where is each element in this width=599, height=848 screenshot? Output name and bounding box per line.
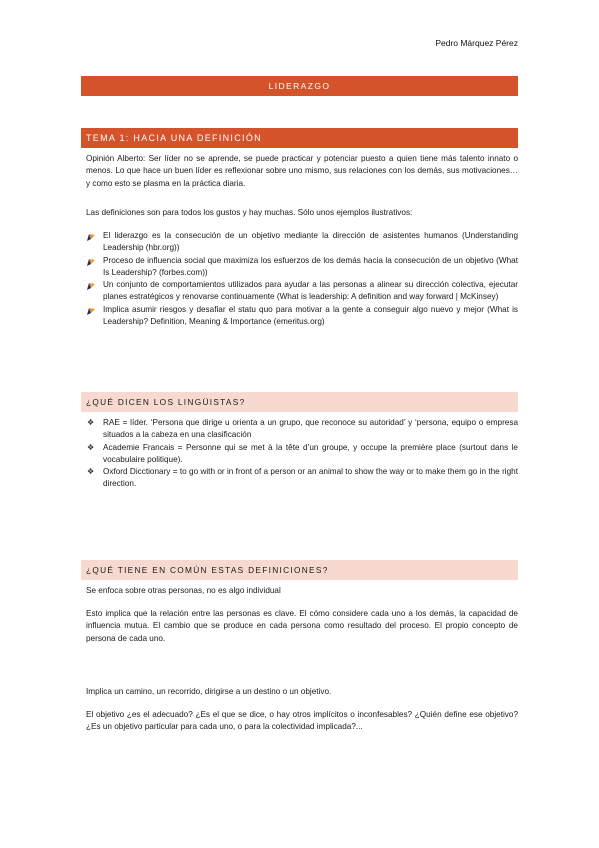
linguists-list [86, 417, 518, 491]
author-name: Pedro Márquez Pérez [435, 38, 518, 48]
common-paragraph-3: Implica un camino, un recorrido, dirigirse a un destino o un objetivo. [86, 687, 332, 696]
common-paragraph-1: Se enfoca sobre otras personas, no es algo individual [86, 586, 281, 595]
section-heading-definition: TEMA 1: HACIA UNA DEFINICIÓN [81, 128, 518, 148]
list-item: Implica asumir riesgos y desafiar el statu quo para motivar a la gente a conseguir algo nuevo y mejor (What is Leadership? Definition, Meaning & Importance (emeritus.org) [86, 304, 518, 329]
intro-paragraph [86, 207, 518, 219]
document-title: LIDERAZGO [81, 76, 518, 96]
diamond-bullet-icon: ❖ [87, 467, 95, 477]
list-item: ❖ Academie Francais = Personne qui se met à la tête d’un groupe, y occupe la première place (surtout dans le vocabulaire politique). [87, 442, 518, 464]
pencil-bullet-icon [86, 257, 96, 267]
list-item: Un conjunto de comportamientos utilizados para ayudar a las personas a alinear su dirección colectiva, ejecutar planes estratégicos y renovarse continuamente (What is leadership: A definition and way forward | McKinsey) [86, 279, 518, 304]
pencil-bullet-icon [86, 306, 96, 316]
list-item: Proceso de influencia social que maximiza los esfuerzos de los demás hacia la consecución de un objetivo (What Is Leadership? (forbes.com)) [86, 255, 518, 280]
list-item: El liderazgo es la consecución de un objetivo mediante la dirección de asistentes humanos (Understanding Leadership (hbr.org)) [86, 230, 518, 255]
opinion-paragraph [86, 153, 518, 190]
definitions-list [86, 230, 518, 328]
section-heading-common: ¿QUÉ TIENE EN COMÚN ESTAS DEFINICIONES? [81, 560, 518, 580]
pencil-bullet-icon [86, 281, 96, 291]
diamond-bullet-icon: ❖ [87, 418, 95, 427]
opinion-text: Opinión Alberto: Ser líder no se aprende, se puede practicar y potenciar puesto a quien tiene más talento innato o menos. Lo que hace un buen líder es reflexionar sobre uno mismo, sus relaciones con los demás, sus motivaciones… y como esto se plasma en la práctica diaria. [86, 154, 518, 188]
pencil-bullet-icon [86, 232, 96, 242]
diamond-bullet-icon: ❖ [87, 442, 95, 452]
list-item: ❖ Oxford Dicctionary = to go with or in front of a person or an animal to show the way or to make them go in the right direction. [87, 467, 518, 489]
list-item: ❖ RAE = líder. ‘Persona que dirige u orienta a un grupo, que reconoce su autoridad’ y ‘persona, equipo o empresa situados a la cabeza en una clasificación [87, 418, 518, 440]
common-paragraph-2: Esto implica que la relación entre las personas es clave. El cómo considere cada uno a los demás, la capacidad de influencia mutua. El cambio que se produce en cada persona como resultado del proceso. El propio concepto de persona de cada uno. [86, 609, 518, 643]
common-paragraph-4: El objetivo ¿es el adecuado? ¿Es el que se dice, o hay otros implícitos o inconfesables? ¿Quién define ese objetivo? ¿Es un objetivo particular para cada uno, o para la colectividad implicada?... [86, 710, 518, 732]
section-heading-linguists: ¿QUÉ DICEN LOS LINGÜISTAS? [81, 392, 518, 412]
intro-text: Las definiciones son para todos los gustos y hay muchas. Sólo unos ejemplos ilustrativos: [86, 208, 413, 217]
